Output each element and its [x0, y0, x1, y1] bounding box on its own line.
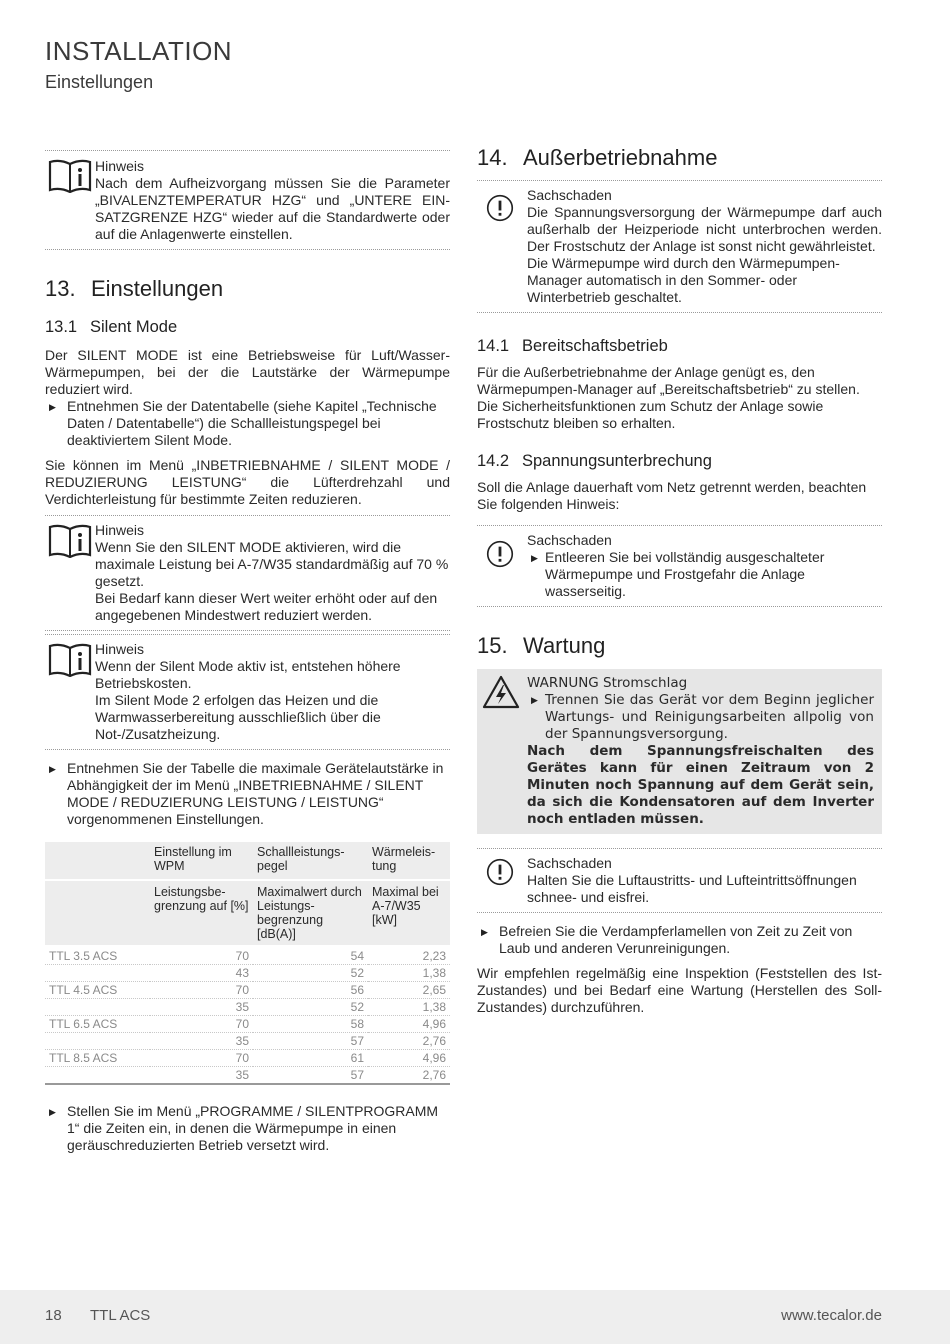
- page-header-subtitle: Einstellungen: [45, 72, 154, 92]
- manual-info-icon: [48, 524, 92, 558]
- manual-info-icon: [48, 159, 92, 193]
- paragraph: Sie können im Menü „INBETRIEBNAHME / SILENT MODE / REDUZIERUNG LEISTUNG“ die Lüfterdrehzahl und Verdichterleistung für bestimmte Zeiten reduzieren.: [45, 457, 450, 507]
- table-body: [45, 947, 450, 1085]
- section-heading-15: [477, 633, 882, 659]
- instruction-item: ▶ Befreien Sie die Verdampferlamellen von Zeit zu Zeit von Laub und anderen Verunreinigungen.: [477, 923, 882, 957]
- table-header-row: [45, 880, 450, 947]
- note-body: Die Spannungsversorgung der Wärmepumpe darf auch außerhalb der Heizperiode nicht unterbrochen werden. Der Frostschutz der Anlage ist sonst nicht gewährleistet.: [527, 204, 882, 254]
- section-title: Wartung: [523, 633, 606, 658]
- value-cell: 2,65: [368, 982, 450, 999]
- table-header-cell: Schallleistungs-pegel: [253, 842, 368, 880]
- table-header-cell: Einstellung im WPM: [150, 842, 253, 880]
- product-name: TTL ACS: [90, 1307, 151, 1324]
- value-cell: 4,96: [368, 1016, 450, 1033]
- note-body: Wenn der Silent Mode aktiv ist, entstehen höhere Betriebskosten.: [95, 658, 401, 691]
- value-cell: 35: [150, 1033, 253, 1050]
- manual-info-icon: [48, 643, 92, 677]
- instruction-item: ▶ Trennen Sie das Gerät vor dem Beginn jeglicher Wartungs- und Reinigungsarbeiten allpolig von der Spannungsversorgung.: [527, 692, 874, 743]
- value-cell: 57: [253, 1033, 368, 1050]
- note-hinweis-2: [45, 515, 450, 631]
- note-body: Halten Sie die Luftaustritts- und Lufteintrittsöffnungen schnee- und eisfrei.: [527, 872, 857, 905]
- model-cell: TTL 3.5 ACS: [45, 947, 150, 965]
- section-title: Außerbetriebnahme: [523, 145, 718, 170]
- table-header-cell: [45, 842, 150, 880]
- paragraph: Für die Außerbetriebnahme der Anlage genügt es, den Wärmepumpen-Manager auf „Bereitschaftsbetrieb“ zu stellen. Die Sicherheitsfunktionen zum Schutz der Anlage sowie Frostschutz bleiben so erhalten.: [477, 364, 860, 431]
- page-footer: [0, 1290, 950, 1344]
- table-header-cell: Wärmeleis-tung: [368, 842, 450, 880]
- note-title: Sachschaden: [527, 855, 612, 871]
- model-cell: [45, 965, 150, 982]
- section-title: Einstellungen: [91, 276, 224, 301]
- instruction-item: ▶ Entleeren Sie bei vollständig ausgeschalteter Wärmepumpe und Frostgefahr die Anlage wasserseitig.: [527, 549, 882, 600]
- table-row: [45, 1033, 450, 1050]
- subsection-heading-14-2: [477, 452, 882, 471]
- instruction-item: ▶ Entnehmen Sie der Tabelle die maximale Gerätelautstärke in Abhängigkeit der im Menü „INBETRIEBNAHME / SILENT MODE / REDUZIERUNG LEISTUNG / LEISTUNG“ vorgenommenen Einstellungen.: [45, 760, 450, 828]
- instruction-list: [45, 760, 450, 828]
- value-cell: 70: [150, 947, 253, 965]
- table-row: [45, 1016, 450, 1033]
- value-cell: 54: [253, 947, 368, 965]
- subsection-title: Spannungsunterbrechung: [522, 452, 712, 470]
- value-cell: 43: [150, 965, 253, 982]
- value-cell: 58: [253, 1016, 368, 1033]
- value-cell: 70: [150, 1016, 253, 1033]
- note-title: Sachschaden: [527, 187, 612, 203]
- note-sachschaden-2: [477, 525, 882, 607]
- value-cell: 1,38: [368, 999, 450, 1016]
- table-header-cell: [45, 880, 150, 947]
- note-title: Hinweis: [95, 641, 145, 657]
- section-number: 13.: [45, 276, 76, 301]
- section-heading-14: [477, 145, 882, 171]
- paragraph: Wir empfehlen regelmäßig eine Inspektion (Feststellen des Ist-Zustandes) und bei Bedarf eine Wartung (Herstellen des Soll-Zustandes) durchzuführen.: [477, 965, 882, 1015]
- table-header-cell: Maximalwert durch Leistungs-begrenzung [dB(A)]: [253, 880, 368, 947]
- value-cell: 57: [253, 1067, 368, 1085]
- subsection-title: Bereitschaftsbetrieb: [522, 337, 668, 355]
- note-title: Hinweis: [95, 158, 145, 174]
- paragraph: Der SILENT MODE ist eine Betriebsweise für Luft/Wasser-Wärmepumpen, bei der die Lautstärke der Wärmepumpe reduziert wird.: [45, 347, 450, 397]
- instruction-list: [45, 398, 450, 449]
- silent-mode-table: [45, 842, 450, 1085]
- subsection-heading-14-1: [477, 337, 882, 356]
- page-header-title: INSTALLATION: [45, 36, 233, 66]
- exclamation-icon: [482, 854, 518, 890]
- note-body: Nach dem Aufheizvorgang müssen Sie die Parameter „BIVALENZTEMPERATUR HZG“ und „UNTERE EIN-SATZGRENZE HZG“ wieder auf die Standardwerte oder auf die Anlagenwerte einstellen.: [95, 175, 450, 242]
- subsection-number: 14.1: [477, 337, 510, 355]
- value-cell: 52: [253, 965, 368, 982]
- instruction-list: [527, 692, 874, 743]
- note-title: Sachschaden: [527, 532, 612, 548]
- value-cell: 1,38: [368, 965, 450, 982]
- value-cell: 2,76: [368, 1033, 450, 1050]
- subsection-number: 14.2: [477, 452, 510, 470]
- note-body: Die Wärmepumpe wird durch den Wärmepumpen-Manager automatisch in den Sommer- oder Winterbetrieb geschaltet.: [527, 255, 840, 305]
- instruction-item: ▶ Stellen Sie im Menü „PROGRAMME / SILENTPROGRAMM 1“ die Zeiten ein, in denen die Wärmepumpe in einen geräuschreduzierten Betrieb versetzt wird.: [45, 1103, 450, 1154]
- table-row: [45, 1050, 450, 1067]
- instruction-item: ▶ Entnehmen Sie der Datentabelle (siehe Kapitel „Technische Daten / Datentabelle“) die Schallleistungspegel bei deaktiviertem Silent Mode.: [45, 398, 450, 449]
- section-heading-13: [45, 276, 450, 302]
- note-title: Hinweis: [95, 522, 145, 538]
- value-cell: 35: [150, 1067, 253, 1085]
- note-body: Im Silent Mode 2 erfolgen das Heizen und die Warmwasserbereitung ausschließlich über die Not-/Zusatzheizung.: [95, 692, 381, 742]
- table-header-cell: Leistungsbe-grenzung auf [%]: [150, 880, 253, 947]
- page-number: 18: [45, 1307, 62, 1324]
- value-cell: 70: [150, 1050, 253, 1067]
- table-row: [45, 947, 450, 965]
- table-row: [45, 1067, 450, 1085]
- note-sachschaden-1: [477, 180, 882, 313]
- section-number: 15.: [477, 633, 508, 658]
- warning-box: [477, 669, 882, 834]
- model-cell: [45, 1033, 150, 1050]
- section-number: 14.: [477, 145, 508, 170]
- right-column: [477, 145, 882, 1016]
- subsection-heading-13-1: [45, 318, 450, 337]
- table-row: [45, 965, 450, 982]
- exclamation-icon: [482, 190, 518, 226]
- value-cell: 61: [253, 1050, 368, 1067]
- table-header-row: [45, 842, 450, 880]
- note-body: Wenn Sie den SILENT MODE aktivieren, wird die maximale Leistung bei A-7/W35 standardmäßig auf 70 % gesetzt.: [95, 539, 449, 589]
- warning-body: Nach dem Spannungsfreischalten des Gerätes kann für einen Zeitraum von 2 Minuten noch Spannung auf dem Gerät sein, da sich die Kondensatoren auf dem Inverter noch entladen müssen.: [527, 743, 874, 827]
- value-cell: 2,76: [368, 1067, 450, 1085]
- table-row: [45, 999, 450, 1016]
- website-link[interactable]: www.tecalor.de: [781, 1307, 882, 1324]
- warning-title: WARNUNG Stromschlag: [527, 675, 688, 691]
- instruction-list: [527, 549, 882, 600]
- value-cell: 35: [150, 999, 253, 1016]
- subsection-number: 13.1: [45, 318, 78, 336]
- model-cell: TTL 4.5 ACS: [45, 982, 150, 999]
- table-header-cell: Maximal bei A-7/W35 [kW]: [368, 880, 450, 947]
- left-column: [45, 150, 450, 1154]
- note-hinweis-3: [45, 634, 450, 750]
- exclamation-icon: [482, 536, 518, 572]
- note-body: Bei Bedarf kann dieser Wert weiter erhöht oder auf den angegebenen Mindestwert reduziert werden.: [95, 590, 438, 623]
- electric-hazard-icon: [482, 675, 520, 709]
- instruction-list: [477, 923, 882, 957]
- instruction-list: [45, 1103, 450, 1154]
- model-cell: [45, 999, 150, 1016]
- value-cell: 2,23: [368, 947, 450, 965]
- table-row: [45, 982, 450, 999]
- paragraph: Soll die Anlage dauerhaft vom Netz getrennt werden, beachten Sie folgenden Hinweis:: [477, 479, 867, 512]
- value-cell: 52: [253, 999, 368, 1016]
- value-cell: 4,96: [368, 1050, 450, 1067]
- note-sachschaden-3: [477, 848, 882, 913]
- model-cell: [45, 1067, 150, 1085]
- model-cell: TTL 8.5 ACS: [45, 1050, 150, 1067]
- note-hinweis-1: [45, 150, 450, 250]
- value-cell: 56: [253, 982, 368, 999]
- model-cell: TTL 6.5 ACS: [45, 1016, 150, 1033]
- value-cell: 70: [150, 982, 253, 999]
- subsection-title: Silent Mode: [90, 318, 178, 336]
